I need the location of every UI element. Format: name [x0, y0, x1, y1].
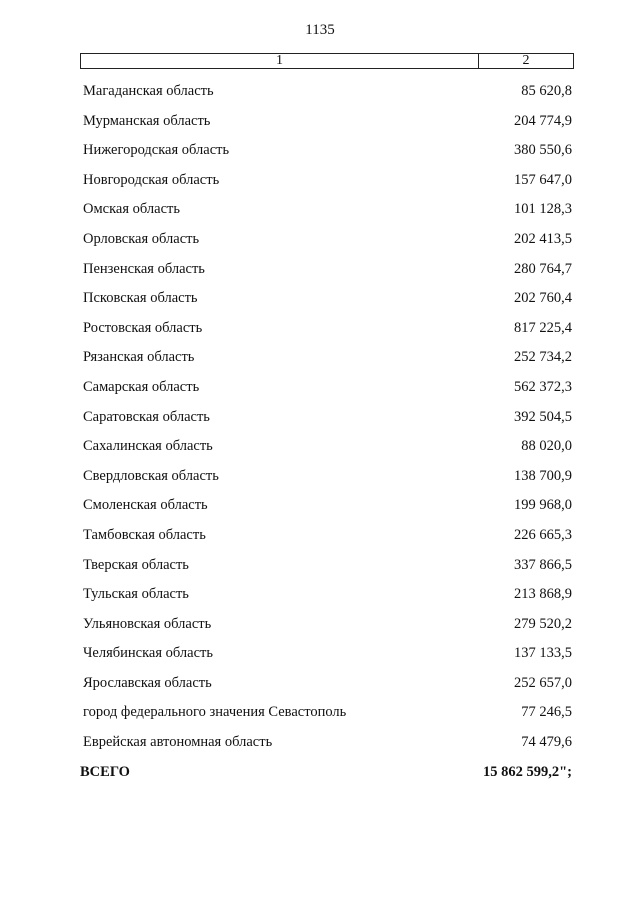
table-row — [0, 227, 640, 257]
region-name: Тульская область — [83, 586, 189, 603]
total-row — [0, 764, 640, 786]
region-name: Псковская область — [83, 290, 198, 307]
table-row — [0, 464, 640, 494]
table-row — [0, 582, 640, 612]
table-row — [0, 197, 640, 227]
region-name: Нижегородская область — [83, 142, 230, 159]
region-value: 137 133,5 — [514, 645, 572, 662]
table-row — [0, 700, 640, 730]
region-name: Мурманская область — [83, 112, 211, 129]
table-header — [80, 53, 574, 69]
region-value: 77 246,5 — [521, 704, 572, 721]
region-value: 279 520,2 — [514, 615, 572, 632]
region-name: Новгородская область — [83, 171, 220, 188]
table-row — [0, 671, 640, 701]
table-row — [0, 612, 640, 642]
table-row — [0, 730, 640, 760]
table-row — [0, 286, 640, 316]
region-name: Магаданская область — [83, 83, 214, 99]
table-row — [0, 375, 640, 405]
region-name: Смоленская область — [83, 497, 208, 514]
region-value: 157 647,0 — [514, 171, 572, 188]
table-row — [0, 345, 640, 375]
table-row — [0, 434, 640, 464]
page-number: 1135 — [305, 22, 335, 38]
region-value: 202 413,5 — [514, 230, 572, 247]
region-name: Пензенская область — [83, 260, 205, 277]
region-name: Челябинская область — [83, 645, 213, 662]
region-value: 202 760,4 — [514, 290, 572, 307]
total-value: 15 862 599,2"; — [482, 764, 572, 780]
region-value: 252 734,2 — [514, 349, 572, 366]
table-row — [0, 553, 640, 583]
region-name: Еврейская автономная область — [83, 734, 273, 751]
region-name: Тверская область — [83, 556, 189, 573]
region-value: 337 866,5 — [514, 556, 572, 573]
region-value: 392 504,5 — [514, 408, 572, 425]
table-row — [0, 493, 640, 523]
region-value: 380 550,6 — [514, 142, 572, 159]
region-value: 213 868,9 — [514, 586, 572, 603]
region-name: Саратовская область — [83, 408, 210, 425]
region-name: город федерального значения Севастополь — [83, 704, 347, 721]
region-name: Ульяновская область — [83, 615, 212, 632]
region-name: Ростовская область — [83, 319, 203, 336]
column-header-1: 1 — [81, 54, 479, 68]
table-row — [0, 523, 640, 553]
region-name: Самарская область — [83, 378, 200, 395]
table-row — [0, 79, 640, 109]
region-value: 226 665,3 — [514, 526, 572, 543]
table-body — [0, 79, 640, 760]
table-row — [0, 405, 640, 435]
region-value: 562 372,3 — [514, 378, 572, 395]
table-row — [0, 641, 640, 671]
region-value: 101 128,3 — [514, 201, 572, 218]
region-value: 252 657,0 — [514, 674, 572, 691]
region-value: 817 225,4 — [514, 319, 572, 336]
table-row — [0, 109, 640, 139]
table-row — [0, 257, 640, 287]
region-name: Орловская область — [83, 230, 200, 247]
region-value: 204 774,9 — [514, 112, 572, 129]
total-label: ВСЕГО — [80, 764, 130, 780]
region-name: Тамбовская область — [83, 526, 206, 543]
region-value: 88 020,0 — [521, 438, 572, 455]
region-value: 74 479,6 — [521, 734, 572, 751]
region-name: Свердловская область — [83, 467, 219, 484]
region-value: 280 764,7 — [514, 260, 572, 277]
table-row — [0, 138, 640, 168]
region-name: Ярославская область — [83, 674, 212, 691]
region-value: 199 968,0 — [514, 497, 572, 514]
region-value: 138 700,9 — [514, 467, 572, 484]
region-name: Сахалинская область — [83, 438, 213, 455]
region-name: Омская область — [83, 201, 180, 218]
table-row — [0, 316, 640, 346]
region-value: 85 620,8 — [521, 83, 572, 99]
column-header-2: 2 — [522, 53, 530, 68]
table-row — [0, 168, 640, 198]
region-name: Рязанская область — [83, 349, 195, 366]
